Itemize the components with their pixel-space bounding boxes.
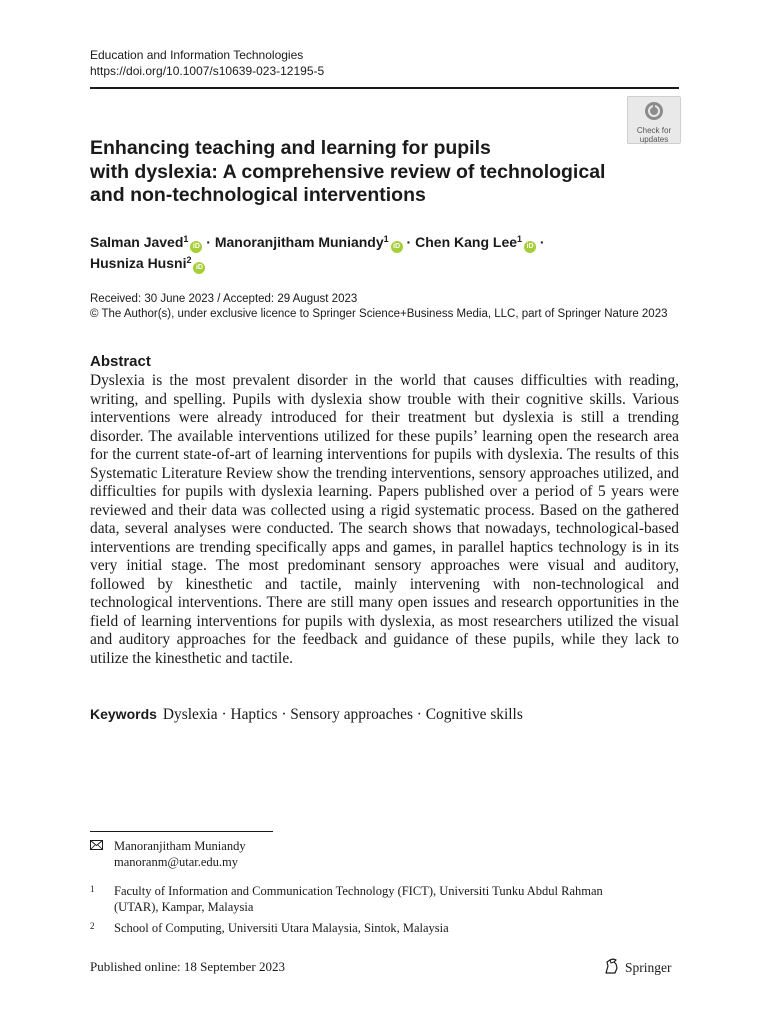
affiliation-number: 1 [90,884,95,894]
affiliation-text: Faculty of Information and Communication Technology (FICT), Universiti Tunku Abdul Rahman (UTAR), Kampar, Malaysia [114,884,603,914]
header-rule [90,87,679,89]
check-updates-line-1: Check for [636,126,672,135]
author-list: Salman Javed$^1$iD · Manoranjitham Muniandy$^1$iD · Chen Kang Lee$^1$iD · Husniza Husni$^2$iD [90,232,650,274]
keywords-label: Keywords [90,706,157,722]
journal-name: Education and Information Technologies [90,48,304,62]
affiliation-text: School of Computing, Universiti Utara Malaysia, Sintok, Malaysia [114,921,449,935]
journal-header [90,47,324,79]
doi-link[interactable]: https://doi.org/10.1007/s10639-023-12195-5 [90,64,325,78]
paper-title [90,137,630,208]
orcid-icon[interactable]: iD [391,241,403,253]
orcid-icon[interactable]: iD [193,262,205,274]
received-accepted: Received: 30 June 2023 / Accepted: 29 August 2023 [90,293,358,305]
publisher-name: Springer [625,960,672,975]
author-name[interactable]: Husniza Husni [90,255,187,271]
orcid-icon[interactable]: iD [524,241,536,253]
corresponding-email[interactable]: manoranm@utar.edu.my [114,855,238,869]
article-dates [90,292,668,322]
springer-logo [603,957,672,977]
author-affiliation: 1 [183,234,189,244]
envelope-icon[interactable] [90,840,103,850]
springer-horse-icon [603,957,621,975]
title-line: and non-technological interventions [90,184,426,206]
published-online: Published online: 18 September 2023 [90,959,285,974]
keywords [90,704,523,725]
title-line: Enhancing teaching and learning for pupils [90,137,491,159]
refresh-icon [644,101,664,121]
check-for-updates-badge[interactable] [627,96,681,144]
footnote-rule [90,831,273,832]
author-affiliation: 2 [186,255,192,265]
abstract-heading: Abstract [90,353,151,370]
check-updates-line-2: updates [639,135,669,144]
affiliation-number: 2 [90,921,95,931]
abstract-text: Dyslexia is the most prevalent disorder in the world that causes difficulties with reading, writing, and spelling. Pupils with dyslexia show trouble with their cognitive skills. Various interventions were already introduced for their treatment but dyslexia is still a trending disorder. The available interventions utilized for these pupils’ learning open the research area for the current state-of-art of learning interventions for pupils with dyslexia. The results of this Systematic Literature Review show the trending interventions, sensory approaches utilized, and difficulties for pupils with dyslexia learning. Papers published over a period of 5 years were reviewed and their data was collected using a rigid systematic process. Based on the gathered data, several analyses were conducted. The search shows that nowadays, technological-based interventions are trending specifically apps and games, in parallel haptics technology is in its very initial stage. The most predominant sensory approaches were visual and auditory, followed by kinesthetic and tactile, mainly intervening with non-technological and technological interventions. There are still many open issues and research opportunities in the field of learning interventions for pupils with dyslexia, as most researchers utilized the visual and auditory approaches for the feedback and guidance of these pupils, while they lack to utilize the kinesthetic and tactile. [90,372,679,667]
corresponding-name: Manoranjitham Muniandy [114,839,246,853]
author-name[interactable]: Chen Kang Lee [415,234,518,250]
author-name[interactable]: Salman Javed [90,234,184,250]
title-line: with dyslexia: A comprehensive review of technological [90,160,606,183]
copyright-line: © The Author(s), under exclusive licence to Springer Science+Business Media, LLC, part of Springer Nature 2023 [90,308,668,320]
keywords-list: Dyslexia · Haptics · Sensory approaches · Cognitive skills [162,706,523,723]
author-affiliation: 1 [517,234,523,244]
author-affiliation: 1 [383,234,389,244]
author-name[interactable]: Manoranjitham Muniandy [214,234,384,250]
orcid-icon[interactable]: iD [190,241,202,253]
